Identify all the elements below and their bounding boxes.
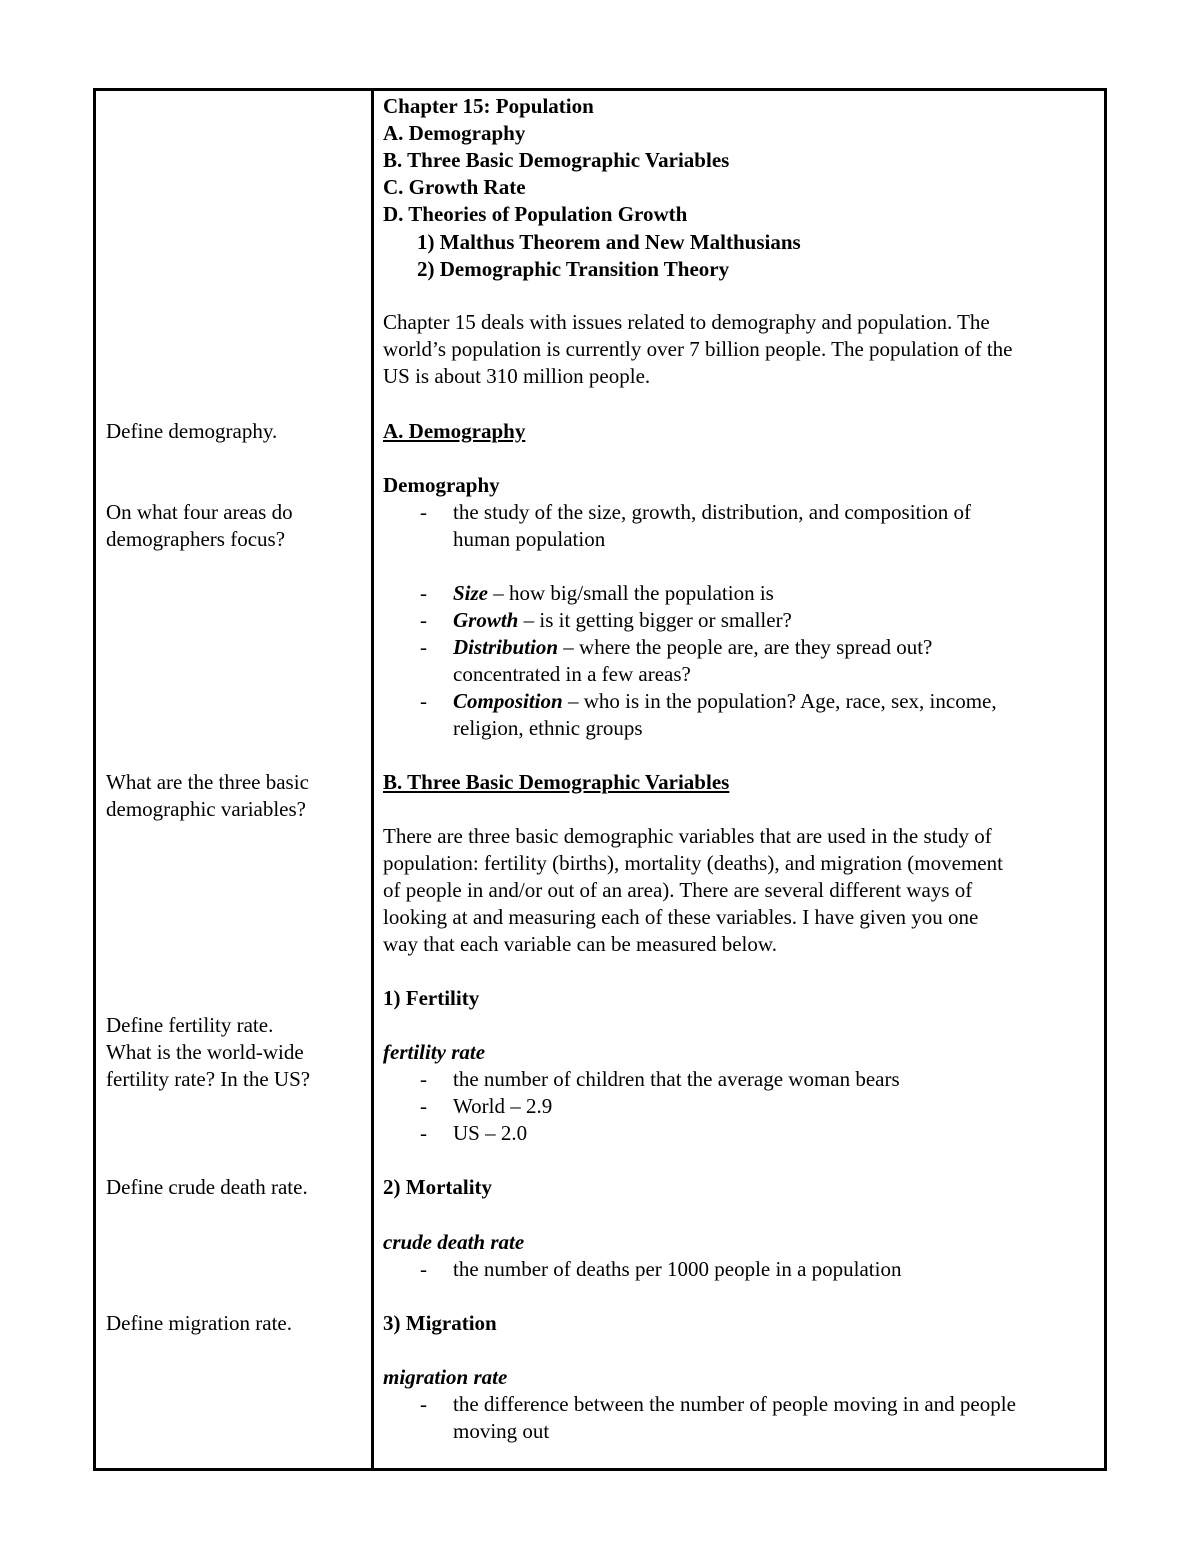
notes-table [93,88,1107,1471]
area-distribution [453,634,932,661]
bullet-dash: - [420,689,427,713]
area-growth-term: Growth [453,608,519,632]
migration-bullet-line1: the difference between the number of people moving in and people [453,1392,1016,1416]
bullet-dash: - [420,1067,427,1091]
bullet-dash: - [420,1392,427,1416]
fertility-heading: 1) Fertility [383,986,480,1010]
crude-death-rate-term: crude death rate [383,1230,525,1254]
demography-definition-line1: the study of the size, growth, distribution, and composition of [453,500,971,524]
question-crude-death-rate: Define crude death rate. [106,1175,308,1199]
fertility-bullet-1: the number of children that the average woman bears [453,1067,900,1091]
area-growth-desc: – is it getting bigger or smaller? [518,608,792,632]
section-b-para-line5: way that each variable can be measured below. [383,932,777,956]
demography-term: Demography [383,473,500,497]
section-b-heading: B. Three Basic Demographic Variables [383,770,730,794]
area-composition-term: Composition [453,689,563,713]
mortality-heading: 2) Mortality [383,1175,493,1199]
intro-line-3: US is about 310 million people. [383,364,651,388]
fertility-bullet-world: World – 2.9 [453,1094,553,1118]
demography-definition-line2: human population [453,527,606,551]
bullet-dash: - [420,1121,427,1145]
question-fertility-line1: Define fertility rate. [106,1013,274,1037]
chapter-title: Chapter 15: Population [383,94,594,118]
migration-rate-term: migration rate [383,1365,508,1389]
area-size [453,580,774,607]
bullet-dash: - [420,1257,427,1281]
section-b-para-line3: of people in and/or out of an area). There are several different ways of [383,878,973,902]
section-b-para-line2: population: fertility (births), mortality (deaths), and migration (movement [383,851,1003,875]
question-fertility-line2: What is the world-wide [106,1040,304,1064]
bullet-dash: - [420,635,427,659]
fertility-bullet-us: US – 2.0 [453,1121,528,1145]
area-distribution-desc: – where the people are, are they spread out? [558,635,933,659]
intro-line-2: world’s population is currently over 7 billion people. The population of the [383,337,1013,361]
question-four-areas-line1: On what four areas do [106,500,293,524]
bullet-dash: - [420,500,427,524]
area-size-desc: – how big/small the population is [488,581,774,605]
area-composition [453,688,997,715]
area-growth [453,607,792,634]
migration-bullet-line2: moving out [453,1419,550,1443]
question-migration-rate: Define migration rate. [106,1311,293,1335]
area-size-term: Size [453,581,489,605]
section-a-heading: A. Demography [383,419,526,443]
migration-heading: 3) Migration [383,1311,497,1335]
question-three-variables-line1: What are the three basic [106,770,309,794]
notes-column [374,91,1104,1468]
bullet-dash: - [420,1094,427,1118]
area-distribution-desc2: concentrated in a few areas? [453,662,691,686]
mortality-bullet-1: the number of deaths per 1000 people in a population [453,1257,902,1281]
outline-item-d: D. Theories of Population Growth [383,202,688,226]
outline-item-b: B. Three Basic Demographic Variables [383,148,730,172]
section-b-para-line1: There are three basic demographic variables that are used in the study of [383,824,992,848]
question-four-areas-line2: demographers focus? [106,527,286,551]
outline-item-a: A. Demography [383,121,526,145]
outline-item-c: C. Growth Rate [383,175,526,199]
section-b-para-line4: looking at and measuring each of these variables. I have given you one [383,905,979,929]
questions-column [96,91,371,1468]
area-composition-desc2: religion, ethnic groups [453,716,643,740]
fertility-rate-term: fertility rate [383,1040,486,1064]
question-three-variables-line2: demographic variables? [106,797,306,821]
question-fertility-line3: fertility rate? In the US? [106,1067,311,1091]
outline-subitem-1: 1) Malthus Theorem and New Malthusians [417,230,801,254]
bullet-dash: - [420,581,427,605]
bullet-dash: - [420,608,427,632]
outline-subitem-2: 2) Demographic Transition Theory [417,257,730,281]
intro-line-1: Chapter 15 deals with issues related to demography and population. The [383,310,990,334]
area-distribution-term: Distribution [453,635,559,659]
question-define-demography: Define demography. [106,419,278,443]
area-composition-desc: – who is in the population? Age, race, sex, income, [562,689,997,713]
